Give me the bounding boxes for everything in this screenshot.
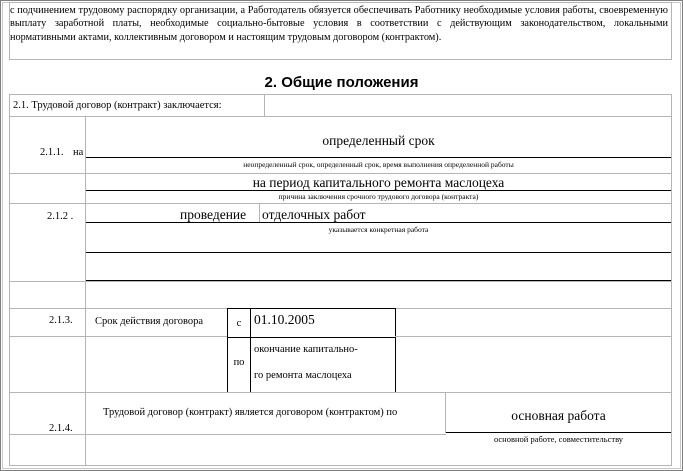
- clause-2-1-1-number: 2.1.1.: [40, 147, 64, 158]
- clause-2-1-4-number: 2.1.4.: [49, 423, 73, 434]
- from-label: с: [236, 318, 242, 329]
- contract-period-label: Срок действия договора: [95, 316, 204, 327]
- term-reason-value: на период капитального ремонта маслоцеха: [252, 175, 505, 190]
- clause-2-1-3-number: 2.1.3.: [49, 315, 73, 326]
- term-type-hint: неопределенный срок, определенный срок, время выполнения определенной работы: [243, 160, 514, 169]
- term-reason-hint: причина заключения срочного трудового договора (контракта): [278, 192, 479, 201]
- work-value-part1: проведение: [180, 207, 247, 222]
- clause-2-1-1-prefix: на: [73, 147, 84, 158]
- to-value-line1: окончание капитально-: [254, 344, 358, 355]
- employment-type-value: основная работа: [511, 408, 606, 423]
- work-value-part2: отделочных работ: [262, 207, 366, 222]
- section-title: 2. Общие положения: [264, 74, 419, 91]
- employment-type-hint: основной работе, совместительству: [493, 434, 624, 444]
- from-date-value: 01.10.2005: [254, 312, 315, 327]
- clause-2-1-label: 2.1. Трудовой договор (контракт) заключается:: [13, 100, 222, 111]
- employment-type-label: Трудовой договор (контракт) является договором (контрактом) по: [103, 407, 398, 418]
- to-label: по: [233, 357, 245, 368]
- clause-2-1-2-number: 2.1.2 .: [47, 211, 74, 222]
- intro-paragraph: с подчинением трудовому распорядку организации, а Работодатель обязуется обеспечивать Работнику необходимые условия работы, своевременную выплату заработной платы, необходимые социально-бытовые условия в соответствии с действующим законодательством, локальными нормативными актами, коллективным договором и настоящим трудовым договором (контрактом).: [10, 5, 668, 43]
- work-hint: указывается конкретная работа: [328, 225, 429, 234]
- term-type-value: определенный срок: [322, 133, 435, 148]
- to-value-line2: го ремонта маслоцеха: [254, 370, 352, 381]
